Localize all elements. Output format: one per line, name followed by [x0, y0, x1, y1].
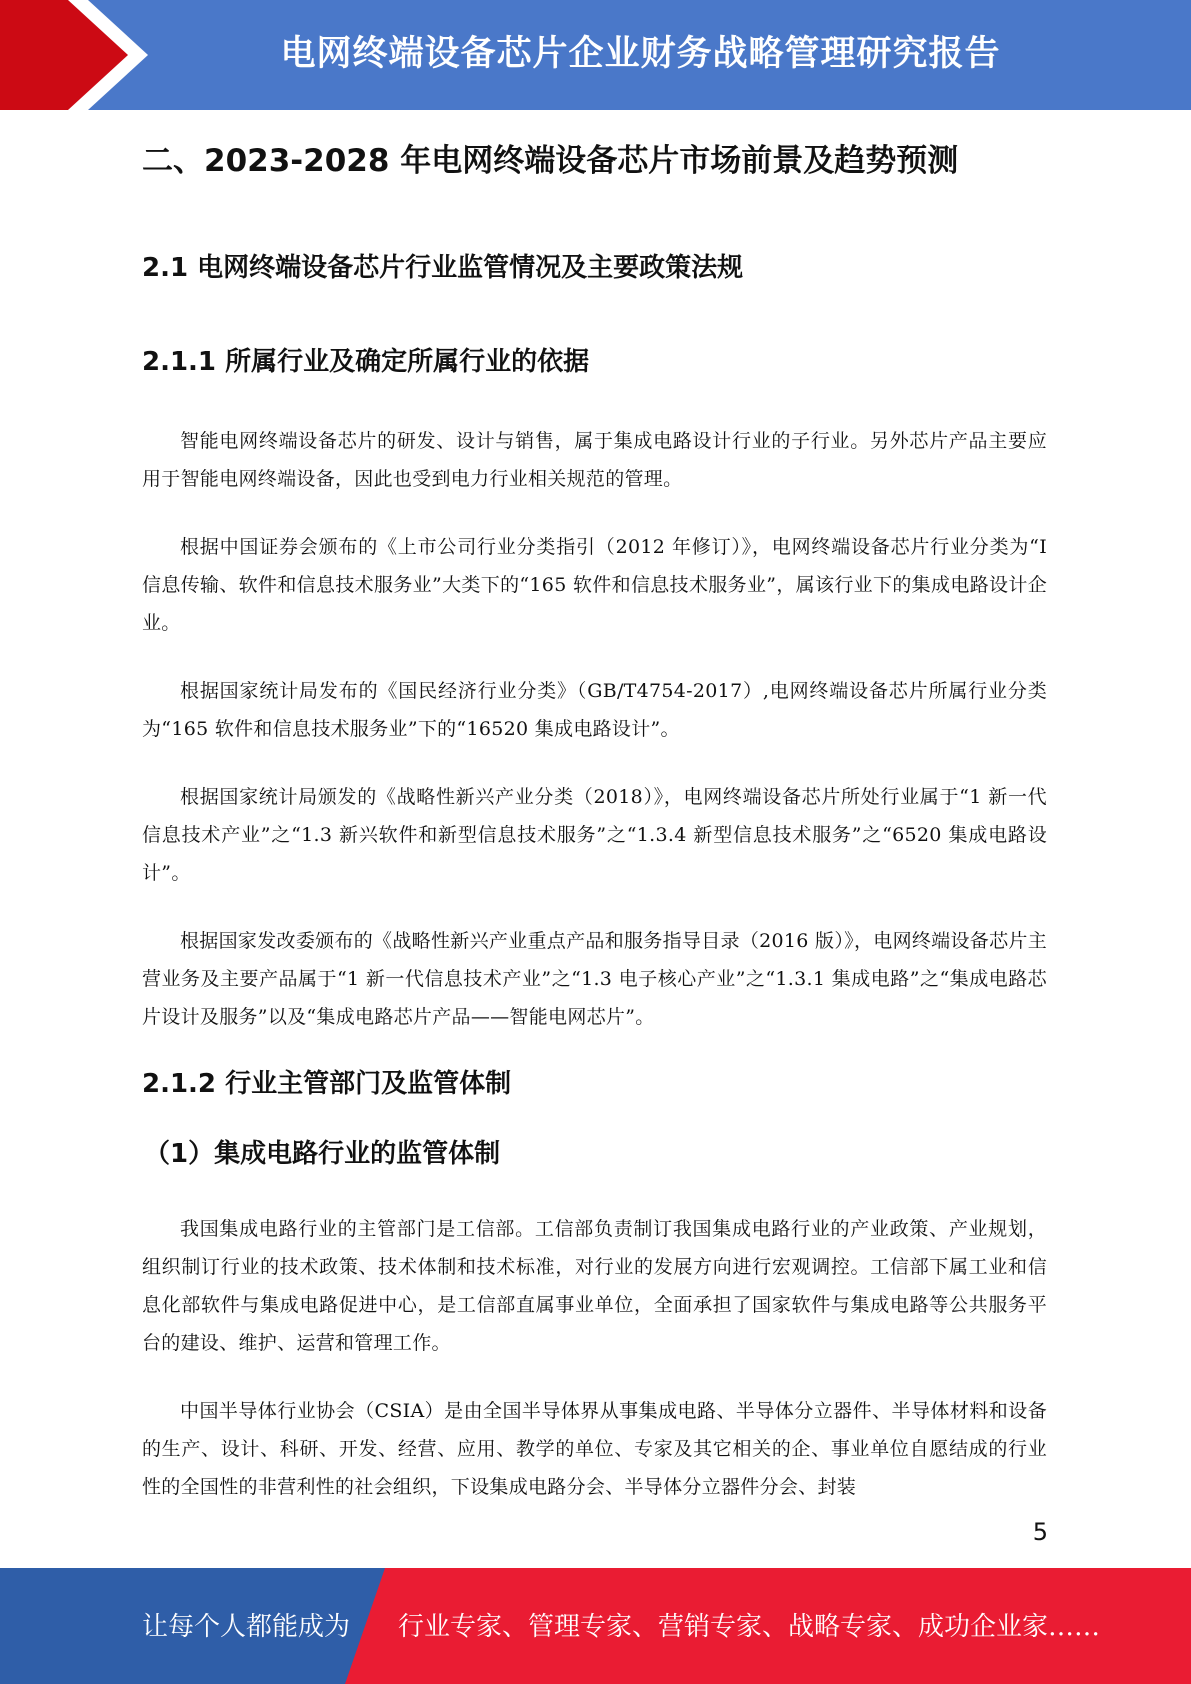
subsection-2-1-2-title: 2.1.2 行业主管部门及监管体制 — [142, 1069, 512, 1099]
header-title: 电网终端设备芯片企业财务战略管理研究报告 — [280, 34, 1001, 74]
subsection-2-1-1-title: 2.1.1 所属行业及确定所属行业的依据 — [142, 347, 590, 377]
footer-slogan-left: 让每个人都能成为 — [142, 1612, 351, 1642]
paragraph: 根据中国证券会颁布的《上市公司行业分类指引（2012 年修订）》，电网终端设备芯片行业分类为“I 信息传输、软件和信息技术服务业”大类下的“165 软件和信息技术服务业”，属该行业下的集成电路设计企业。 — [142, 536, 1047, 634]
subsection-2-1-title: 2.1 电网终端设备芯片行业监管情况及主要政策法规 — [142, 253, 744, 283]
paragraph: 中国半导体行业协会（CSIA）是由全国半导体界从事集成电路、半导体分立器件、半导体材料和设备的生产、设计、科研、开发、经营、应用、教学的单位、专家及其它相关的企、事业单位自愿结成的行业性的全国性的非营利性的社会组织，下设集成电路分会、半导体分立器件分会、封装 — [142, 1400, 1047, 1498]
footer-slogan-right: 行业专家、管理专家、营销专家、战略专家、成功企业家…… — [398, 1612, 1101, 1642]
paragraph: 根据国家统计局颁发的《战略性新兴产业分类（2018）》，电网终端设备芯片所处行业属于“1 新一代信息技术产业”之“1.3 新兴软件和新型信息技术服务”之“1.3.4 新型信息技术服务”之“6520 集成电路设计”。 — [142, 786, 1047, 884]
paragraph: 根据国家发改委颁布的《战略性新兴产业重点产品和服务指导目录（2016 版）》，电网终端设备芯片主营业务及主要产品属于“1 新一代信息技术产业”之“1.3 电子核心产业”之“1.3.1 集成电路”之“集成电路芯片设计及服务”以及“集成电路芯片产品——智能电网芯片”。 — [142, 930, 1047, 1028]
subsection-1-title: （1）集成电路行业的监管体制 — [144, 1139, 501, 1169]
header-band — [0, 0, 1191, 110]
paragraph: 根据国家统计局发布的《国民经济行业分类》（GB/T4754-2017）,电网终端设备芯片所属行业分类为“165 软件和信息技术服务业”下的“16520 集成电路设计”。 — [142, 680, 1047, 740]
paragraph: 智能电网终端设备芯片的研发、设计与销售，属于集成电路设计行业的子行业。另外芯片产品主要应用于智能电网终端设备，因此也受到电力行业相关规范的管理。 — [142, 430, 1047, 490]
paragraph: 我国集成电路行业的主管部门是工信部。工信部负责制订我国集成电路行业的产业政策、产业规划，组织制订行业的技术政策、技术体制和技术标准，对行业的发展方向进行宏观调控。工信部下属工业和信息化部软件与集成电路促进中心，是工信部直属事业单位，全面承担了国家软件与集成电路等公共服务平台的建设、维护、运营和管理工作。 — [142, 1218, 1047, 1354]
page-number: 5 — [1032, 1518, 1048, 1546]
header-arrow-icon — [0, 0, 150, 110]
section-title: 二、2023-2028 年电网终端设备芯片市场前景及趋势预测 — [142, 143, 959, 179]
document-body — [142, 140, 1047, 1536]
footer-band — [0, 1568, 1191, 1684]
